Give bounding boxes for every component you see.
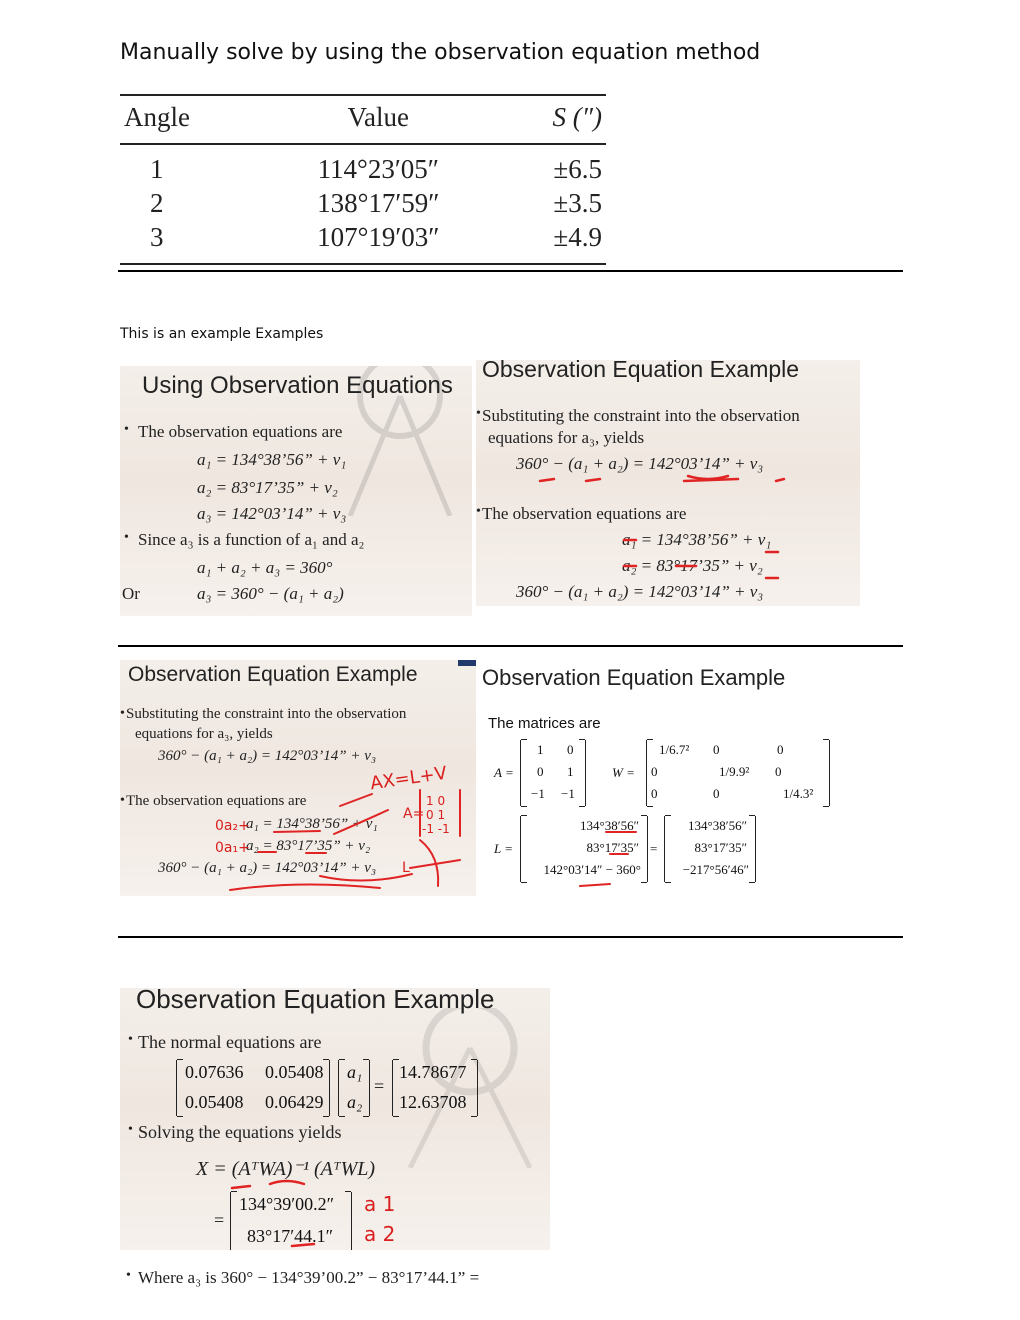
equation: 360° − (a₁ + a₂) = 142°03’14” + v₃: [158, 860, 377, 876]
bullet-text: • Substituting the constraint into the observation: [476, 406, 800, 425]
matrix-w: 1/6.7² 0 0 0 1/9.9² 0 0 0 1/4.3²: [646, 740, 830, 806]
bullet-text: • Substituting the constraint into the observation: [120, 706, 407, 722]
red-underline-marks: [478, 660, 858, 896]
equals-sign: =: [374, 1076, 385, 1096]
matrix-w-label: W =: [612, 765, 635, 780]
divider: [118, 270, 903, 272]
equation: 360° − (a₁ + a₂) = 142°03’14” + v₃: [516, 454, 764, 473]
annotation-left-term: 0a₁+: [215, 840, 250, 856]
angle-table: [120, 94, 606, 265]
bullet-text: • Solving the equations yields: [128, 1122, 342, 1142]
equation: a₁ = 134°38’56” + v₁: [622, 530, 772, 549]
equals-sign: =: [650, 841, 658, 856]
table-row: 3 107°19′03″ ±4.9: [120, 220, 606, 264]
example-caption: This is an example Examples: [120, 326, 324, 342]
annotation-a-equals: A=: [403, 806, 425, 822]
annotation-l: L: [402, 860, 410, 876]
divider: [118, 645, 903, 647]
table-row: 2 138°17′59″ ±3.5: [150, 188, 602, 218]
slide-title: Using Observation Equations: [142, 372, 453, 399]
slide-normal-equations: [120, 988, 550, 1250]
slide-observation-example-1: [476, 360, 860, 606]
divider: [118, 936, 903, 938]
angle-table-header-value: Value: [257, 95, 499, 144]
annotation-matrix-row: -1 -1: [422, 822, 450, 836]
annotation-matrix-row: 0 1: [426, 808, 446, 822]
annotation-left-term: 0a₂+: [215, 818, 250, 834]
equation: a₂ = 83°17’35” + v₂: [622, 556, 763, 575]
bullet-text: equations for a₃, yields: [135, 726, 273, 742]
angle-table-header-s: S (″): [499, 95, 606, 144]
bullet-text: equations for a₃, yields: [488, 428, 645, 447]
annotation-a1: a 1: [364, 1192, 396, 1216]
equation: a₁ = 134°38’56” + v₁: [246, 816, 378, 832]
slide-observation-example-annotated: [120, 660, 476, 896]
slide-title: Observation Equation Example: [482, 360, 800, 382]
result-vector: 134°39′00.2″ 83°17′44.1″: [230, 1192, 352, 1250]
equation: a₁ = 134°38’56” + v₁: [197, 450, 347, 469]
rhs-vector: 14.78677 12.63708: [392, 1060, 478, 1116]
bullet-text: • The normal equations are: [128, 1032, 322, 1052]
normal-matrix: 0.07636 0.05408 0.05408 0.06429: [176, 1060, 330, 1116]
equals-sign: =: [214, 1210, 225, 1230]
equation: a₂ = 83°17’35” + v₂: [197, 478, 338, 497]
or-label: Or: [122, 584, 140, 603]
slide-title: Observation Equation Example: [128, 663, 418, 686]
matrix-l-label: L =: [494, 841, 514, 856]
slide-using-observation-equations: [120, 366, 472, 616]
annotation-a2: a 2: [364, 1222, 396, 1246]
slide-title: Observation Equation Example: [482, 665, 786, 690]
table-row: 1 114°23′05″ ±6.5: [150, 154, 602, 184]
angle-table-header-angle: Angle: [120, 95, 257, 144]
matrix-l: 134°38′56″ 83°17′35″ 142°03′14″ − 360°: [520, 816, 648, 882]
page-heading: Manually solve by using the observation equation method: [120, 40, 761, 65]
equation: a₁ + a₂ + a₃ = 360°: [197, 558, 333, 577]
solution-formula: X = (AᵀWA)⁻¹ (AᵀWL): [196, 1158, 376, 1180]
bullet-text: • Since a₃ is a function of a₁ and a₂: [124, 530, 365, 549]
matrices-label: The matrices are: [488, 715, 601, 732]
bullet-text: • The observation equations are: [476, 504, 687, 523]
slide-matrices: [478, 660, 858, 896]
equation: 360° − (a₁ + a₂) = 142°03’14” + v₃: [516, 582, 764, 601]
red-ink-marks: [120, 660, 476, 896]
slide-title: Observation Equation Example: [136, 988, 495, 1014]
equation: 360° − (a₁ + a₂) = 142°03’14” + v₃: [158, 748, 377, 764]
red-underline-marks: [476, 360, 860, 606]
annotation-axlv: AX=L+V: [368, 762, 449, 795]
red-underline-marks: [120, 988, 550, 1250]
bullet-text: • The observation equations are: [124, 422, 343, 441]
matrix-a: 1 0 0 1 −1 −1: [520, 740, 586, 806]
equation: a₂ = 83°17’35” + v₂: [246, 838, 371, 854]
matrix-a-label: A =: [494, 765, 514, 780]
equation: a₃ = 360° − (a₁ + a₂): [197, 584, 344, 603]
final-equation-line: • Where a₃ is 360° − 134°39’00.2” − 83°17’44.1” =: [126, 1268, 480, 1287]
unknowns-vector: a₁ a₂: [338, 1060, 370, 1116]
bullet-text: • The observation equations are: [120, 793, 307, 809]
equation: a₃ = 142°03’14” + v₃: [197, 504, 347, 523]
matrix-l-evaluated: 134°38′56″ 83°17′35″ −217°56′46″: [664, 816, 756, 882]
annotation-matrix-row: 1 0: [426, 794, 446, 808]
